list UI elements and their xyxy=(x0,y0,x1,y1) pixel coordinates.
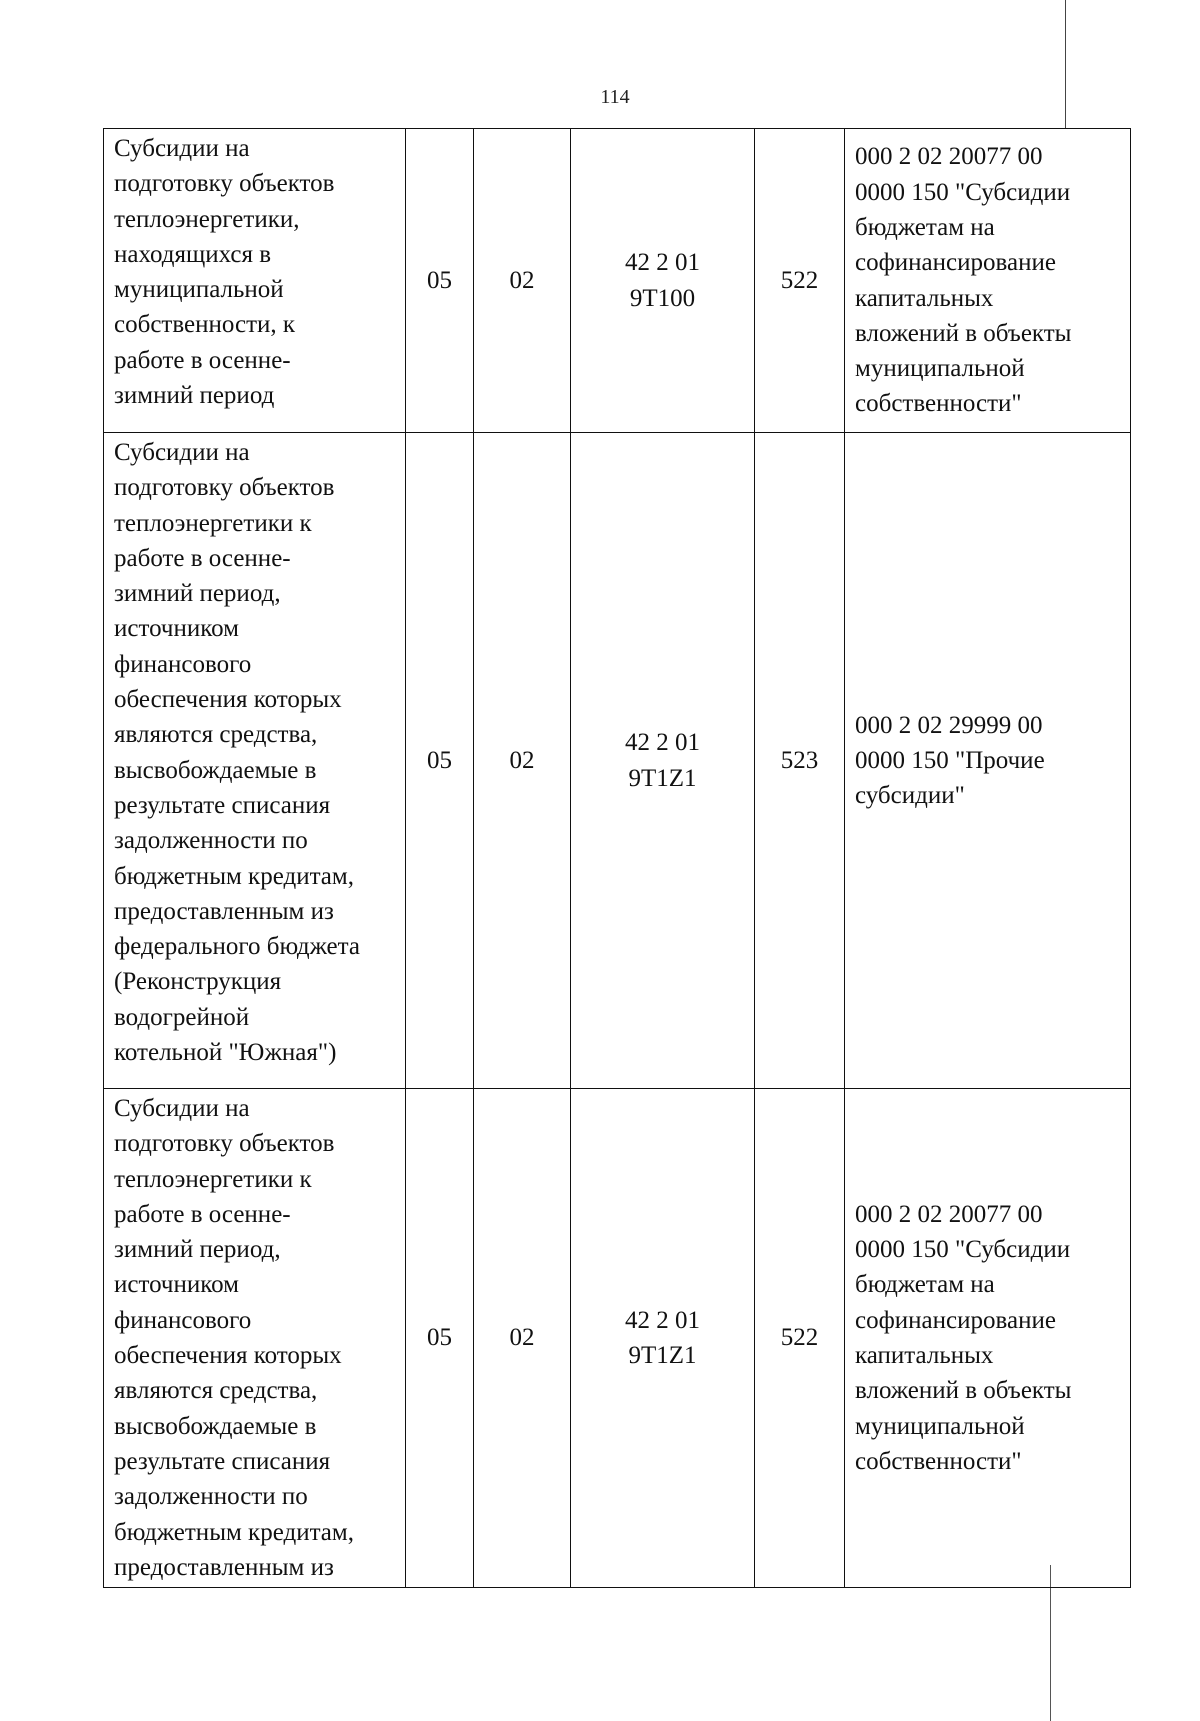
scan-artifact-line xyxy=(1065,0,1066,128)
budget-classification-table xyxy=(103,128,1131,1588)
revenue-code-cell: 000 2 02 29999 00 0000 150 "Прочие субсидии" xyxy=(845,433,1131,1089)
row-name-cell: Субсидии на подготовку объектов теплоэнергетики к работе в осенне- зимний период, источником финансового обеспечения которых являются средства, высвобождаемые в результате списания задолженности по бюджетным кредитам, предоставленным из федерального бюджета (Реконструкция водогрейной котельной "Южная") xyxy=(104,433,406,1089)
target-article-cell: 42 2 01 9T1Z1 xyxy=(571,1089,755,1588)
row-name-cell: Субсидии на подготовку объектов теплоэнергетики, находящихся в муниципальной собственности, к работе в осенне- зимний период xyxy=(104,129,406,433)
section-cell: 05 xyxy=(406,129,474,433)
subsection-cell: 02 xyxy=(474,1089,571,1588)
revenue-code-cell: 000 2 02 20077 00 0000 150 "Субсидии бюджетам на софинансирование капитальных вложений в объекты муниципальной собственности" xyxy=(845,129,1131,433)
target-article-cell: 42 2 01 9T1Z1 xyxy=(571,433,755,1089)
scan-artifact-line xyxy=(1050,1565,1051,1721)
expense-type-cell: 522 xyxy=(755,1089,845,1588)
target-article-cell: 42 2 01 9T100 xyxy=(571,129,755,433)
revenue-code-cell: 000 2 02 20077 00 0000 150 "Субсидии бюджетам на софинансирование капитальных вложений в объекты муниципальной собственности" xyxy=(845,1089,1131,1588)
expense-type-cell: 523 xyxy=(755,433,845,1089)
row-name-cell: Субсидии на подготовку объектов теплоэнергетики к работе в осенне- зимний период, источником финансового обеспечения которых являются средства, высвобождаемые в результате списания задолженности по бюджетным кредитам, предоставленным из xyxy=(104,1089,406,1588)
table-row xyxy=(104,1089,1131,1588)
subsection-cell: 02 xyxy=(474,433,571,1089)
section-cell: 05 xyxy=(406,1089,474,1588)
section-cell: 05 xyxy=(406,433,474,1089)
table-row xyxy=(104,433,1131,1089)
page-number: 114 xyxy=(600,86,630,108)
expense-type-cell: 522 xyxy=(755,129,845,433)
subsection-cell: 02 xyxy=(474,129,571,433)
table-row xyxy=(104,129,1131,433)
